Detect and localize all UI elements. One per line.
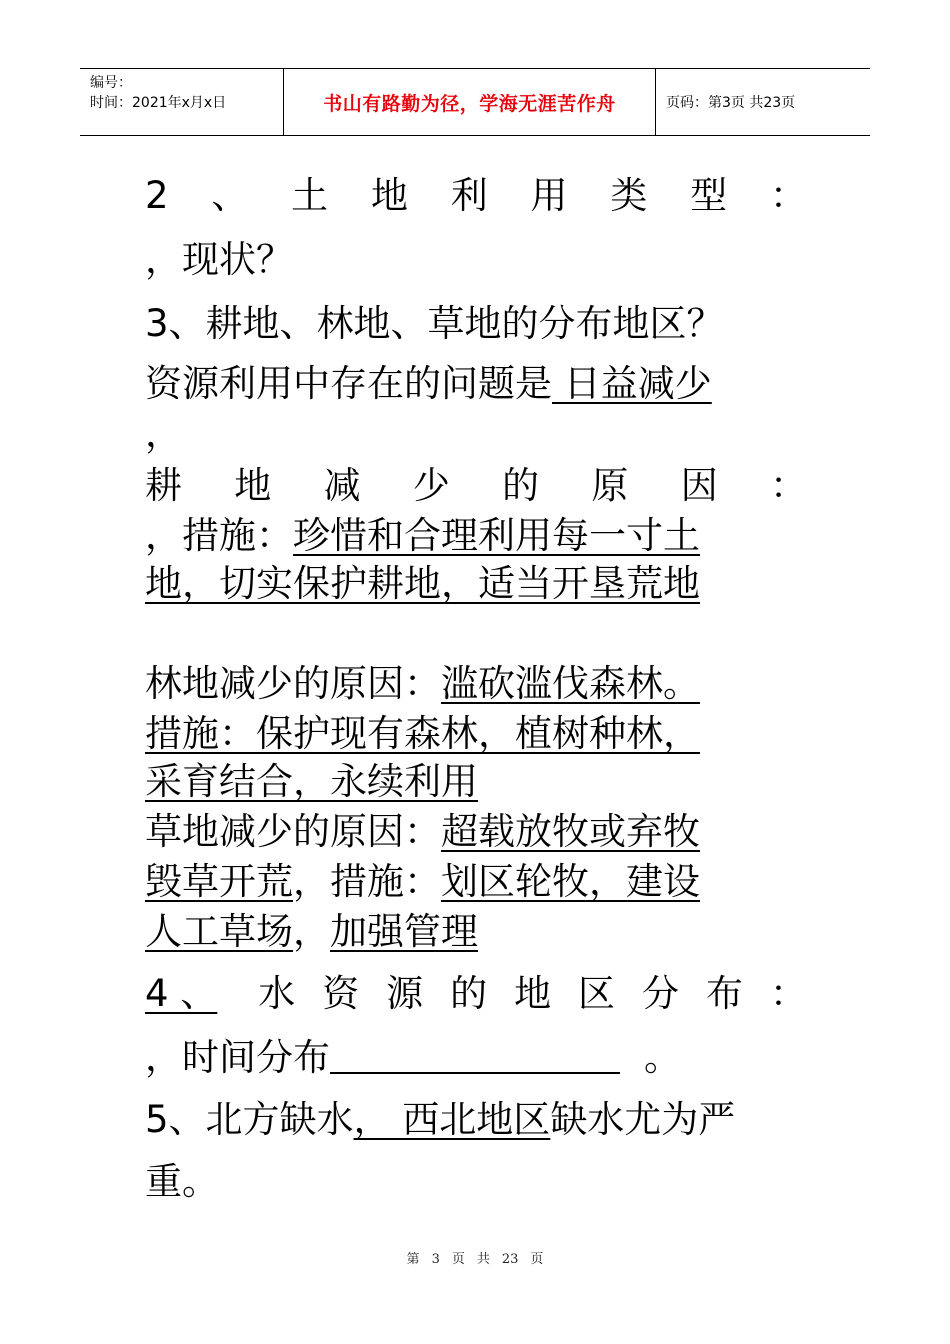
q2-char: 土 [291, 174, 329, 217]
problem-line [145, 362, 807, 408]
grass-measure-line-1 [145, 860, 807, 906]
q2-char: 、 [211, 174, 249, 217]
page-footer [0, 1248, 950, 1267]
header-motto-cell [283, 69, 656, 135]
q2-char: 用 [530, 174, 568, 217]
q2-line [145, 174, 807, 220]
footer-total-unit: 页 [530, 1252, 544, 1267]
footer-page-label: 第 [406, 1252, 420, 1267]
page-header [80, 68, 870, 136]
forest-measure-answer-1: 措施：保护现有森林，植树种林， [145, 712, 700, 755]
q2-char: ： [769, 174, 807, 217]
farm-measure-line-1 [145, 514, 807, 560]
q4-char: 布 [705, 972, 743, 1015]
footer-page-unit: 页 [451, 1252, 465, 1267]
grass-reason-line [145, 810, 807, 856]
grass-measure-answer-1: 划区轮牧，建设 [441, 860, 700, 903]
forest-reason-line [145, 662, 807, 708]
footer-page-num: 3 [431, 1252, 440, 1267]
farm-measure-answer-2: 地，切实保护耕地，适当开垦荒地 [145, 562, 700, 605]
q2-char: 类 [610, 174, 648, 217]
farm-measure-line-2 [145, 562, 807, 608]
grass-measure-prefix: ，措施： [293, 860, 441, 903]
q4-char: 源 [386, 972, 424, 1015]
q4-char: 资 [322, 972, 360, 1015]
answer-blank [330, 1036, 620, 1074]
grass-comma: ， [293, 910, 330, 953]
forest-prefix: 林地减少的原因： [145, 662, 441, 705]
q4-char: 的 [450, 972, 488, 1015]
grass-measure-line-2 [145, 910, 807, 956]
farm-reason-line [145, 464, 807, 510]
q4-line [145, 972, 807, 1018]
farm-reason-char: 地 [234, 464, 272, 507]
time-label: 时间：2021年x月x日 [90, 95, 227, 111]
q4-continuation [145, 1036, 807, 1082]
q4-char: ： [769, 972, 807, 1015]
header-page-info [656, 69, 870, 135]
grass-reason-answer-1: 超载放牧或弃牧 [441, 810, 700, 853]
forest-measure-answer-2: 采育结合，永续利用 [145, 760, 478, 803]
grass-reason-answer-2: 毁草开荒 [145, 860, 293, 903]
q4-char: 水 [258, 972, 296, 1015]
motto-text: 书山有路勤为径，学海无涯苦作舟 [323, 92, 616, 115]
q4-char: 地 [514, 972, 552, 1015]
problem-answer: 日益减少 [552, 362, 712, 405]
footer-total-num: 23 [501, 1252, 519, 1267]
q4-period: 。 [644, 1036, 681, 1079]
q5-answer: ， 西北地区 [353, 1098, 551, 1141]
farm-reason-char: 耕 [145, 464, 182, 507]
q5-line-2: 重。 [145, 1160, 219, 1203]
number-label: 编号： [90, 75, 132, 91]
q2-char: 型 [690, 174, 728, 217]
q2-char: 地 [370, 174, 408, 217]
q5-suffix-1: 缺水尤为严 [550, 1098, 736, 1141]
grass-measure-answer-2a: 人工草场 [145, 910, 293, 953]
footer-total-label: 共 [476, 1252, 490, 1267]
farm-reason-char: 少 [412, 464, 450, 507]
grass-measure-answer-2b: 加强管理 [330, 910, 478, 953]
q5-line-1 [145, 1098, 807, 1144]
page-info-text: 页码：第3页 共23页 [666, 95, 796, 111]
problem-comma: ， [145, 412, 182, 455]
q5-prefix: 5、北方缺水 [145, 1098, 354, 1141]
header-meta [80, 69, 283, 135]
q2-char: 2 [145, 174, 169, 217]
forest-measure-line-2 [145, 760, 807, 806]
q4-char: 分 [641, 972, 679, 1015]
grass-prefix: 草地减少的原因： [145, 810, 441, 853]
farm-reason-char: 的 [502, 464, 540, 507]
forest-reason-answer: 滥砍滥伐森林。 [441, 662, 700, 705]
farm-measure-prefix: ，措施： [145, 514, 293, 557]
farm-reason-char: 减 [323, 464, 361, 507]
q2-continuation: ，现状？ [145, 238, 293, 281]
forest-measure-line-1 [145, 712, 807, 758]
farm-reason-char: ： [769, 464, 807, 507]
problem-prefix: 资源利用中存在的问题是 [145, 362, 552, 405]
q4-char: 区 [578, 972, 616, 1015]
q4-time-prefix: ，时间分布 [145, 1036, 330, 1079]
q2-char: 利 [450, 174, 488, 217]
farm-measure-answer-1: 珍惜和合理利用每一寸土 [293, 514, 700, 557]
q3-line: 3、耕地、林地、草地的分布地区？ [145, 302, 724, 345]
farm-reason-char: 因 [680, 464, 718, 507]
q4-number: 4 、 [145, 972, 218, 1015]
farm-reason-char: 原 [591, 464, 629, 507]
